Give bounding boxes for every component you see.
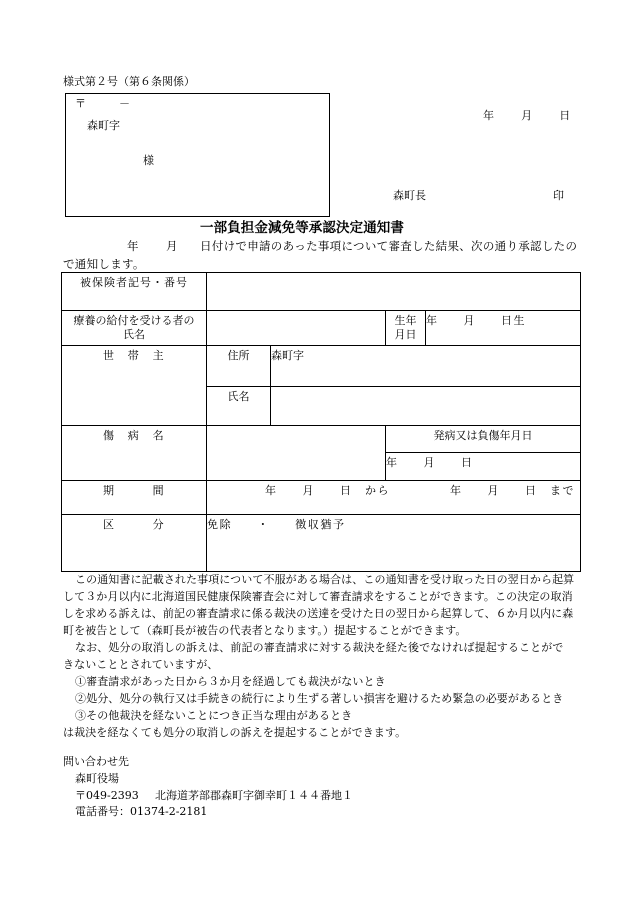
contact-phone: 電話番号：01374-2-2181 [75, 805, 208, 818]
category-label: 区 分 [62, 515, 207, 572]
period-label: 期 間 [62, 481, 207, 515]
insured-number-label: 被保険者記号・番号 [62, 273, 207, 311]
issue-date: 年 月 日 [483, 109, 572, 122]
household-name-label: 氏名 [207, 387, 271, 426]
household-head-label: 世 帯 主 [62, 346, 207, 426]
patient-name-label-line1: 療養の給付を受ける者の [73, 314, 195, 327]
birth-date-label [386, 311, 426, 346]
form-number: 様式第２号（第６条関係） [63, 75, 195, 88]
patient-name-label [62, 311, 207, 346]
onset-date-value: 年 月 日 [386, 453, 581, 481]
disease-name-label: 傷 病 名 [62, 426, 207, 481]
category-value: 免除 ・ 徴収猶予 [207, 515, 581, 572]
document-title: 一部負担金減免等承認決定通知書 [200, 220, 404, 236]
recipient-honorific: 様 [143, 154, 154, 167]
recipient-address-box [65, 93, 330, 217]
patient-name-field [207, 311, 386, 346]
notice-list-item: ②処分、処分の執行又は手続きの続行により生ずる著しい損害を避けるため緊急の必要があるとき [75, 692, 564, 705]
contact-heading: 問い合わせ先 [63, 755, 129, 768]
period-value [207, 481, 581, 515]
household-name-field [271, 387, 581, 426]
notice-list-item: ③その他裁決を経ないことにつき正当な理由があるとき [75, 709, 353, 722]
household-address-label: 住所 [207, 346, 271, 387]
decision-table [61, 272, 581, 572]
disease-name-field [207, 426, 386, 481]
intro-line2: で通知します。 [63, 257, 145, 271]
notice-line: しを求める訴えは、前記の審査請求に係る裁決の送達を受けた日の翌日から起算して、６か月以内に森 [63, 607, 574, 620]
household-address-value: 森町字 [271, 346, 581, 387]
intro-month: 月 [166, 239, 178, 253]
notice-line: 町を被告として（森町長が被告の代表者となります。）提起することができます。 [63, 624, 467, 637]
contact-address: 北海道茅部郡森町字御幸町１４４番地１ [155, 789, 353, 802]
contact-postal: 〒049-2393 [75, 789, 139, 802]
birth-date-label-line2: 月日 [394, 328, 417, 341]
issuer-name: 森町長 [393, 189, 426, 202]
contact-office: 森町役場 [75, 772, 119, 785]
insured-number-field [207, 273, 581, 311]
recipient-address: 森町字 [87, 119, 120, 132]
period-from: 年 月 日 から [265, 484, 390, 497]
notice-line: して３か月以内に北海道国民健康保険審査会に対して審査請求をすることができます。この決定の取消 [63, 590, 573, 603]
patient-name-label-line2: 氏名 [123, 328, 145, 341]
notice-list-item: ①審査請求があった日から３か月を経過しても裁決がないとき [75, 675, 386, 688]
birth-date-label-line1: 生年 [394, 314, 417, 327]
intro-year: 年 [127, 239, 139, 253]
intro-line1: 日付けで申請のあった事項について審査した結果、次の通り承認したの [200, 239, 578, 253]
birth-date-value: 年 月 日生 [426, 311, 581, 346]
period-to: 年 月 日 まで [450, 484, 575, 497]
notice-line: なお、処分の取消しの訴えは、前記の審査請求に対する裁決を経た後でなければ提起することがで [75, 641, 564, 654]
recipient-postal: 〒 － [75, 97, 130, 110]
notice-line: は裁決を経なくても処分の取消しの訴えを提起することができます。 [63, 726, 407, 739]
issuer-seal: 印 [553, 189, 564, 202]
notice-line: きないこととされていますが、 [63, 658, 219, 671]
onset-date-label: 発病又は負傷年月日 [386, 426, 581, 453]
notice-line: この通知書に記載された事項について不服がある場合は、この通知書を受け取った日の翌日から起算 [75, 573, 575, 586]
